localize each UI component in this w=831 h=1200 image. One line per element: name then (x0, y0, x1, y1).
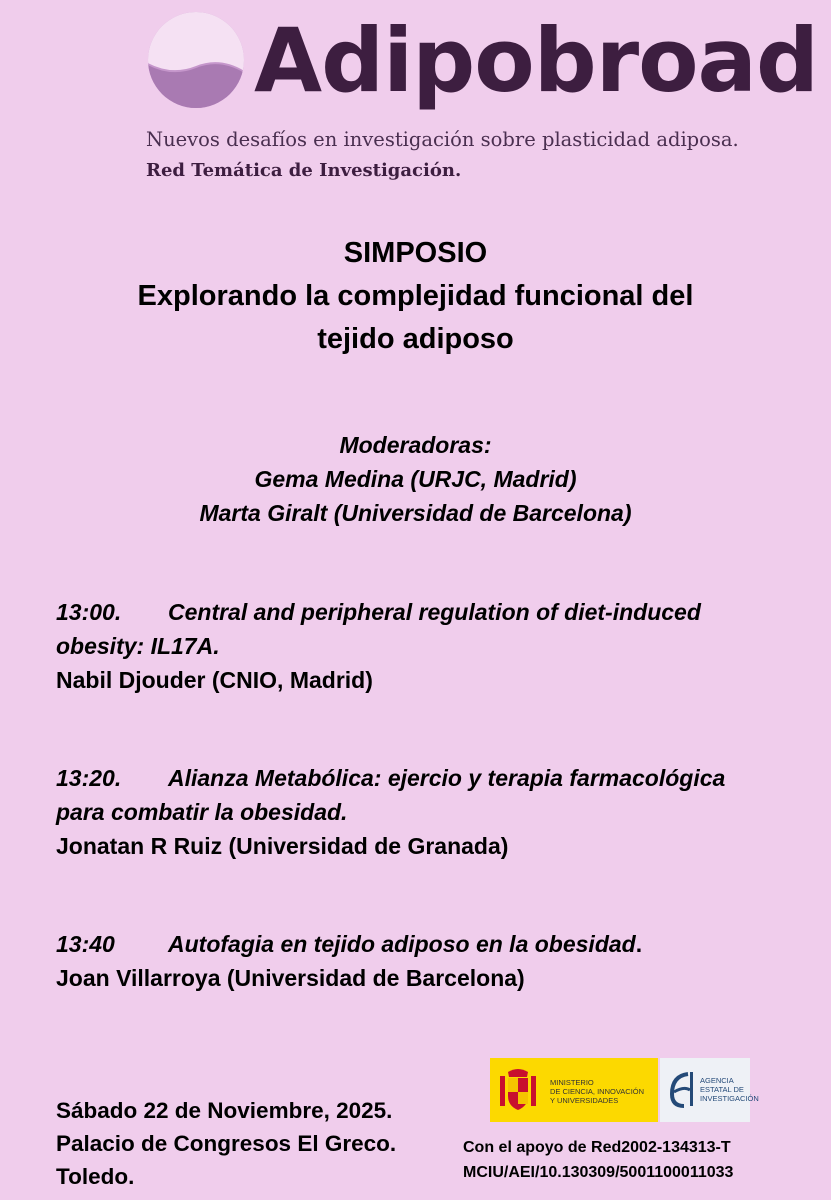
talk-title: Alianza Metabólica: ejercio y terapia farmacológica (168, 765, 726, 791)
agency-line: ESTATAL DE (700, 1085, 744, 1094)
agency-line: AGENCIA (700, 1076, 734, 1085)
title-line-3: tejido adiposo (317, 323, 514, 355)
aei-logo-icon (666, 1068, 696, 1112)
support-text (463, 1135, 733, 1185)
talk-time: 13:20. (56, 765, 122, 791)
talk-title: Autofagia en tejido adiposo en la obesidad (168, 931, 636, 957)
talk-item (56, 761, 796, 863)
talk-title-end: . (635, 931, 643, 957)
event-city: Toledo. (56, 1164, 135, 1189)
talk-title-cont: para combatir la obesidad. (56, 799, 348, 825)
moderators-block (0, 428, 831, 530)
talk-speaker: Joan Villarroya (Universidad de Barcelona) (56, 965, 525, 991)
moderator-name: Marta Giralt (Universidad de Barcelona) (199, 500, 632, 526)
talk-time: 13:00. (56, 599, 122, 625)
event-venue: Palacio de Congresos El Greco. (56, 1131, 397, 1156)
brand-name: Adipobroad (254, 9, 818, 112)
network-name: Red Temática de Investigación. (146, 160, 462, 181)
spain-crest-icon (498, 1066, 538, 1114)
adipobroad-logo-icon (146, 10, 246, 110)
title-line-1: SIMPOSIO (343, 237, 488, 269)
symposium-title (0, 232, 831, 361)
talk-title-cont: obesity: IL17A. (56, 633, 220, 659)
talk-speaker: Nabil Djouder (CNIO, Madrid) (56, 667, 373, 693)
moderators-heading: Moderadoras: (339, 432, 492, 458)
event-details (56, 1094, 396, 1193)
moderator-name: Gema Medina (URJC, Madrid) (254, 466, 577, 492)
agency-line: INVESTIGACIÓN (700, 1094, 759, 1103)
ministry-line: Y UNIVERSIDADES (550, 1096, 619, 1105)
talk-speaker: Jonatan R Ruiz (Universidad de Granada) (56, 833, 509, 859)
talk-item (56, 927, 796, 995)
talk-time: 13:40 (56, 931, 115, 957)
ministry-line: DE CIENCIA, INNOVACIÓN (550, 1087, 645, 1096)
ministry-line: MINISTERIO (550, 1078, 594, 1087)
agency-logo (660, 1058, 759, 1122)
support-line-1: Con el apoyo de Red2002-134313-T (463, 1139, 731, 1156)
talk-item (56, 595, 796, 697)
tagline: Nuevos desafíos en investigación sobre plasticidad adiposa. (146, 128, 739, 151)
support-line-2: MCIU/AEI/10.130309/5001100011033 (463, 1164, 734, 1181)
ministry-logo (490, 1058, 658, 1122)
title-line-2: Explorando la complejidad funcional del (137, 280, 694, 312)
event-date: Sábado 22 de Noviembre, 2025. (56, 1098, 393, 1123)
talk-title: Central and peripheral regulation of diet-induced (168, 599, 701, 625)
